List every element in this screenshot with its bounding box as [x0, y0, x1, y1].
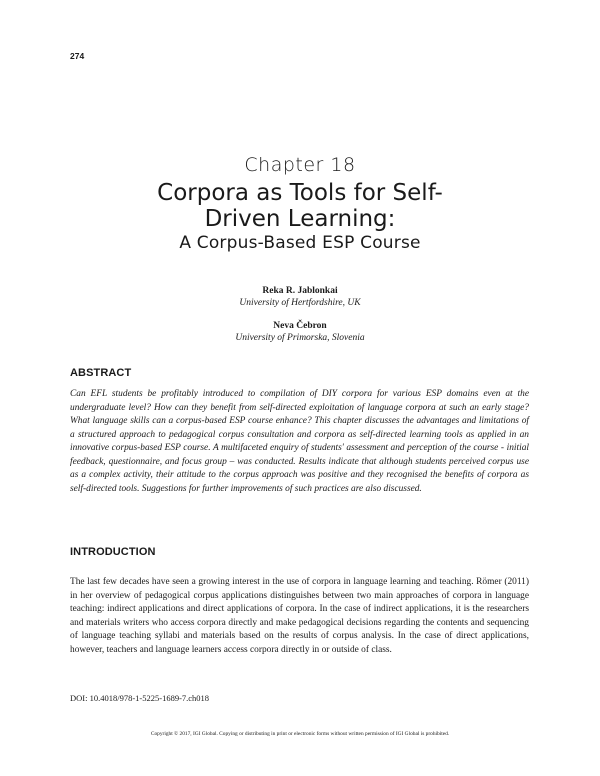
- abstract-heading: ABSTRACT: [70, 367, 132, 379]
- abstract-text: Can EFL students be profitably introduced to compilation of DIY corpora for various ESP domains even at the undergraduate level? How can they benefit from self-directed exploitation of language corpora at such an early stage? What language skills can a corpus-based ESP course enhance? This chapter discusses the advantages and limitations of a structured approach to pedagogical corpus consultation and corpora as self-directed learning tools as applied in an innovative corpus-based ESP course. A multifaceted enquiry of students' assessment and perception of the course - initial feedback, questionnaire, and focus group – was conducted. Results indicate that although students perceived corpus use as a complex activity, their attitude to the corpus approach was positive and they recognised the benefits of corpora as self-directed tools. Suggestions for further improvements of such practices are also discussed.: [70, 389, 529, 494]
- introduction-text: The last few decades have seen a growing interest in the use of corpora in language learning and teaching. Römer (2011) in her overview of pedagogical corpus applications distinguishes between two main approaches of corpora in language teaching: indirect applications and direct applications of corpora. In the case of indirect applications, it is the researchers and materials writers who access corpora directly and make pedagogical decisions regarding the contents and sequencing of language teaching syllabi and materials based on the results of corpus analysis. In the case of direct applications, however, teachers and language learners access corpora directly in or outside of class.: [70, 577, 529, 655]
- introduction-heading: INTRODUCTION: [70, 546, 156, 558]
- author-list: [0, 285, 600, 344]
- copyright-notice: Copyright © 2017, IGI Global. Copying or distributing in print or electronic forms without written permission of IGI Global is prohibited.: [150, 731, 450, 737]
- author-entry: [0, 320, 600, 344]
- page-number: 274: [70, 51, 85, 61]
- author-name: Reka R. Jablonkai: [262, 286, 338, 296]
- chapter-title-line: Driven Learning:: [204, 206, 396, 232]
- author-affiliation: University of Hertfordshire, UK: [239, 298, 361, 308]
- chapter-title-line: Corpora as Tools for Self-: [157, 180, 443, 206]
- chapter-subtitle: A Corpus-Based ESP Course: [179, 233, 421, 253]
- chapter-title: [0, 180, 600, 232]
- doi-text: DOI: 10.4018/978-1-5225-1689-7.ch018: [70, 693, 210, 703]
- author-affiliation: University of Primorska, Slovenia: [235, 333, 365, 343]
- author-name: Neva Čebron: [273, 321, 327, 331]
- chapter-label: Chapter 18: [244, 154, 356, 176]
- chapter-header: [0, 152, 600, 254]
- author-entry: [0, 285, 600, 309]
